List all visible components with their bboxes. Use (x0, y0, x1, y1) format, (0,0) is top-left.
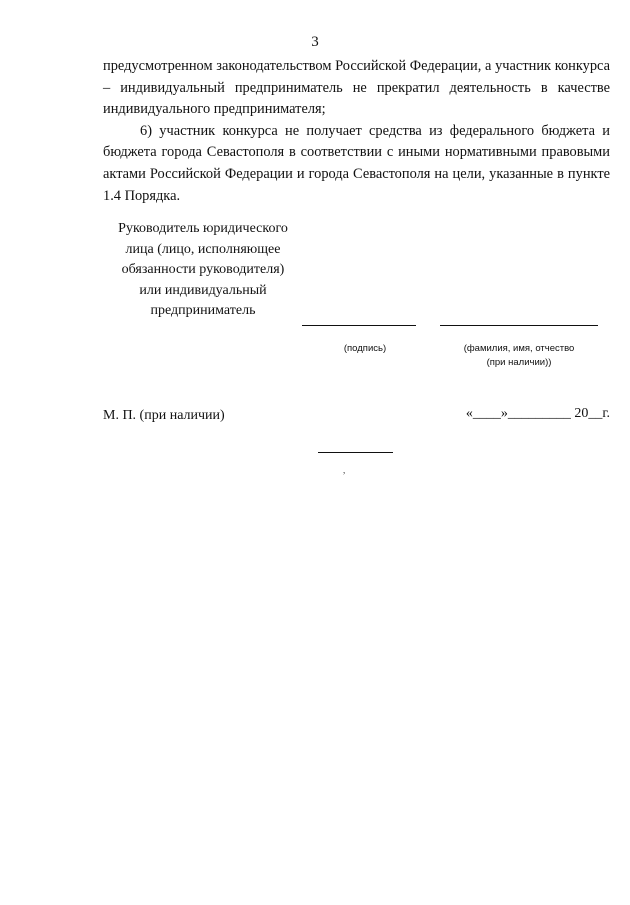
signer-title-line: обязанности руководителя) (121, 262, 285, 277)
end-of-document-line (318, 452, 393, 453)
fullname-caption-line: (фамилия, имя, отчество (463, 343, 575, 354)
fullname-caption-line: (при наличии)) (486, 357, 552, 368)
signature-line (302, 325, 416, 326)
fullname-line (440, 325, 598, 326)
paragraph-continuation: предусмотренном законодательством Российской Федерации, а участник конкурса – индивидуальный предприниматель не прекратил деятельность в качестве индивидуального предпринимателя; (103, 58, 610, 118)
date-field: «____»_________ 20__г. (465, 406, 610, 421)
paragraph-item-6: 6) участник конкурса не получает средства из федерального бюджета и бюджета города Севастополя в соответствии с иными нормативными правовыми актами Российской Федерации и города Севастополя на цели, указанные в пункте 1.4 Порядка. (103, 122, 610, 204)
fullname-caption (440, 342, 598, 370)
scan-speck: , (343, 465, 346, 475)
document-body (103, 56, 610, 207)
page-number: 3 (311, 34, 319, 50)
signer-title-line: или индивидуальный (139, 282, 267, 298)
signer-title (85, 219, 321, 322)
signer-title-line: предприниматель (150, 303, 256, 318)
signer-title-line: Руководитель юридического (118, 221, 288, 236)
signer-title-line: лица (лицо, исполняющее (125, 241, 281, 257)
signature-caption: (подпись) (343, 343, 387, 354)
stamp-label: М. П. (при наличии) (103, 408, 225, 423)
